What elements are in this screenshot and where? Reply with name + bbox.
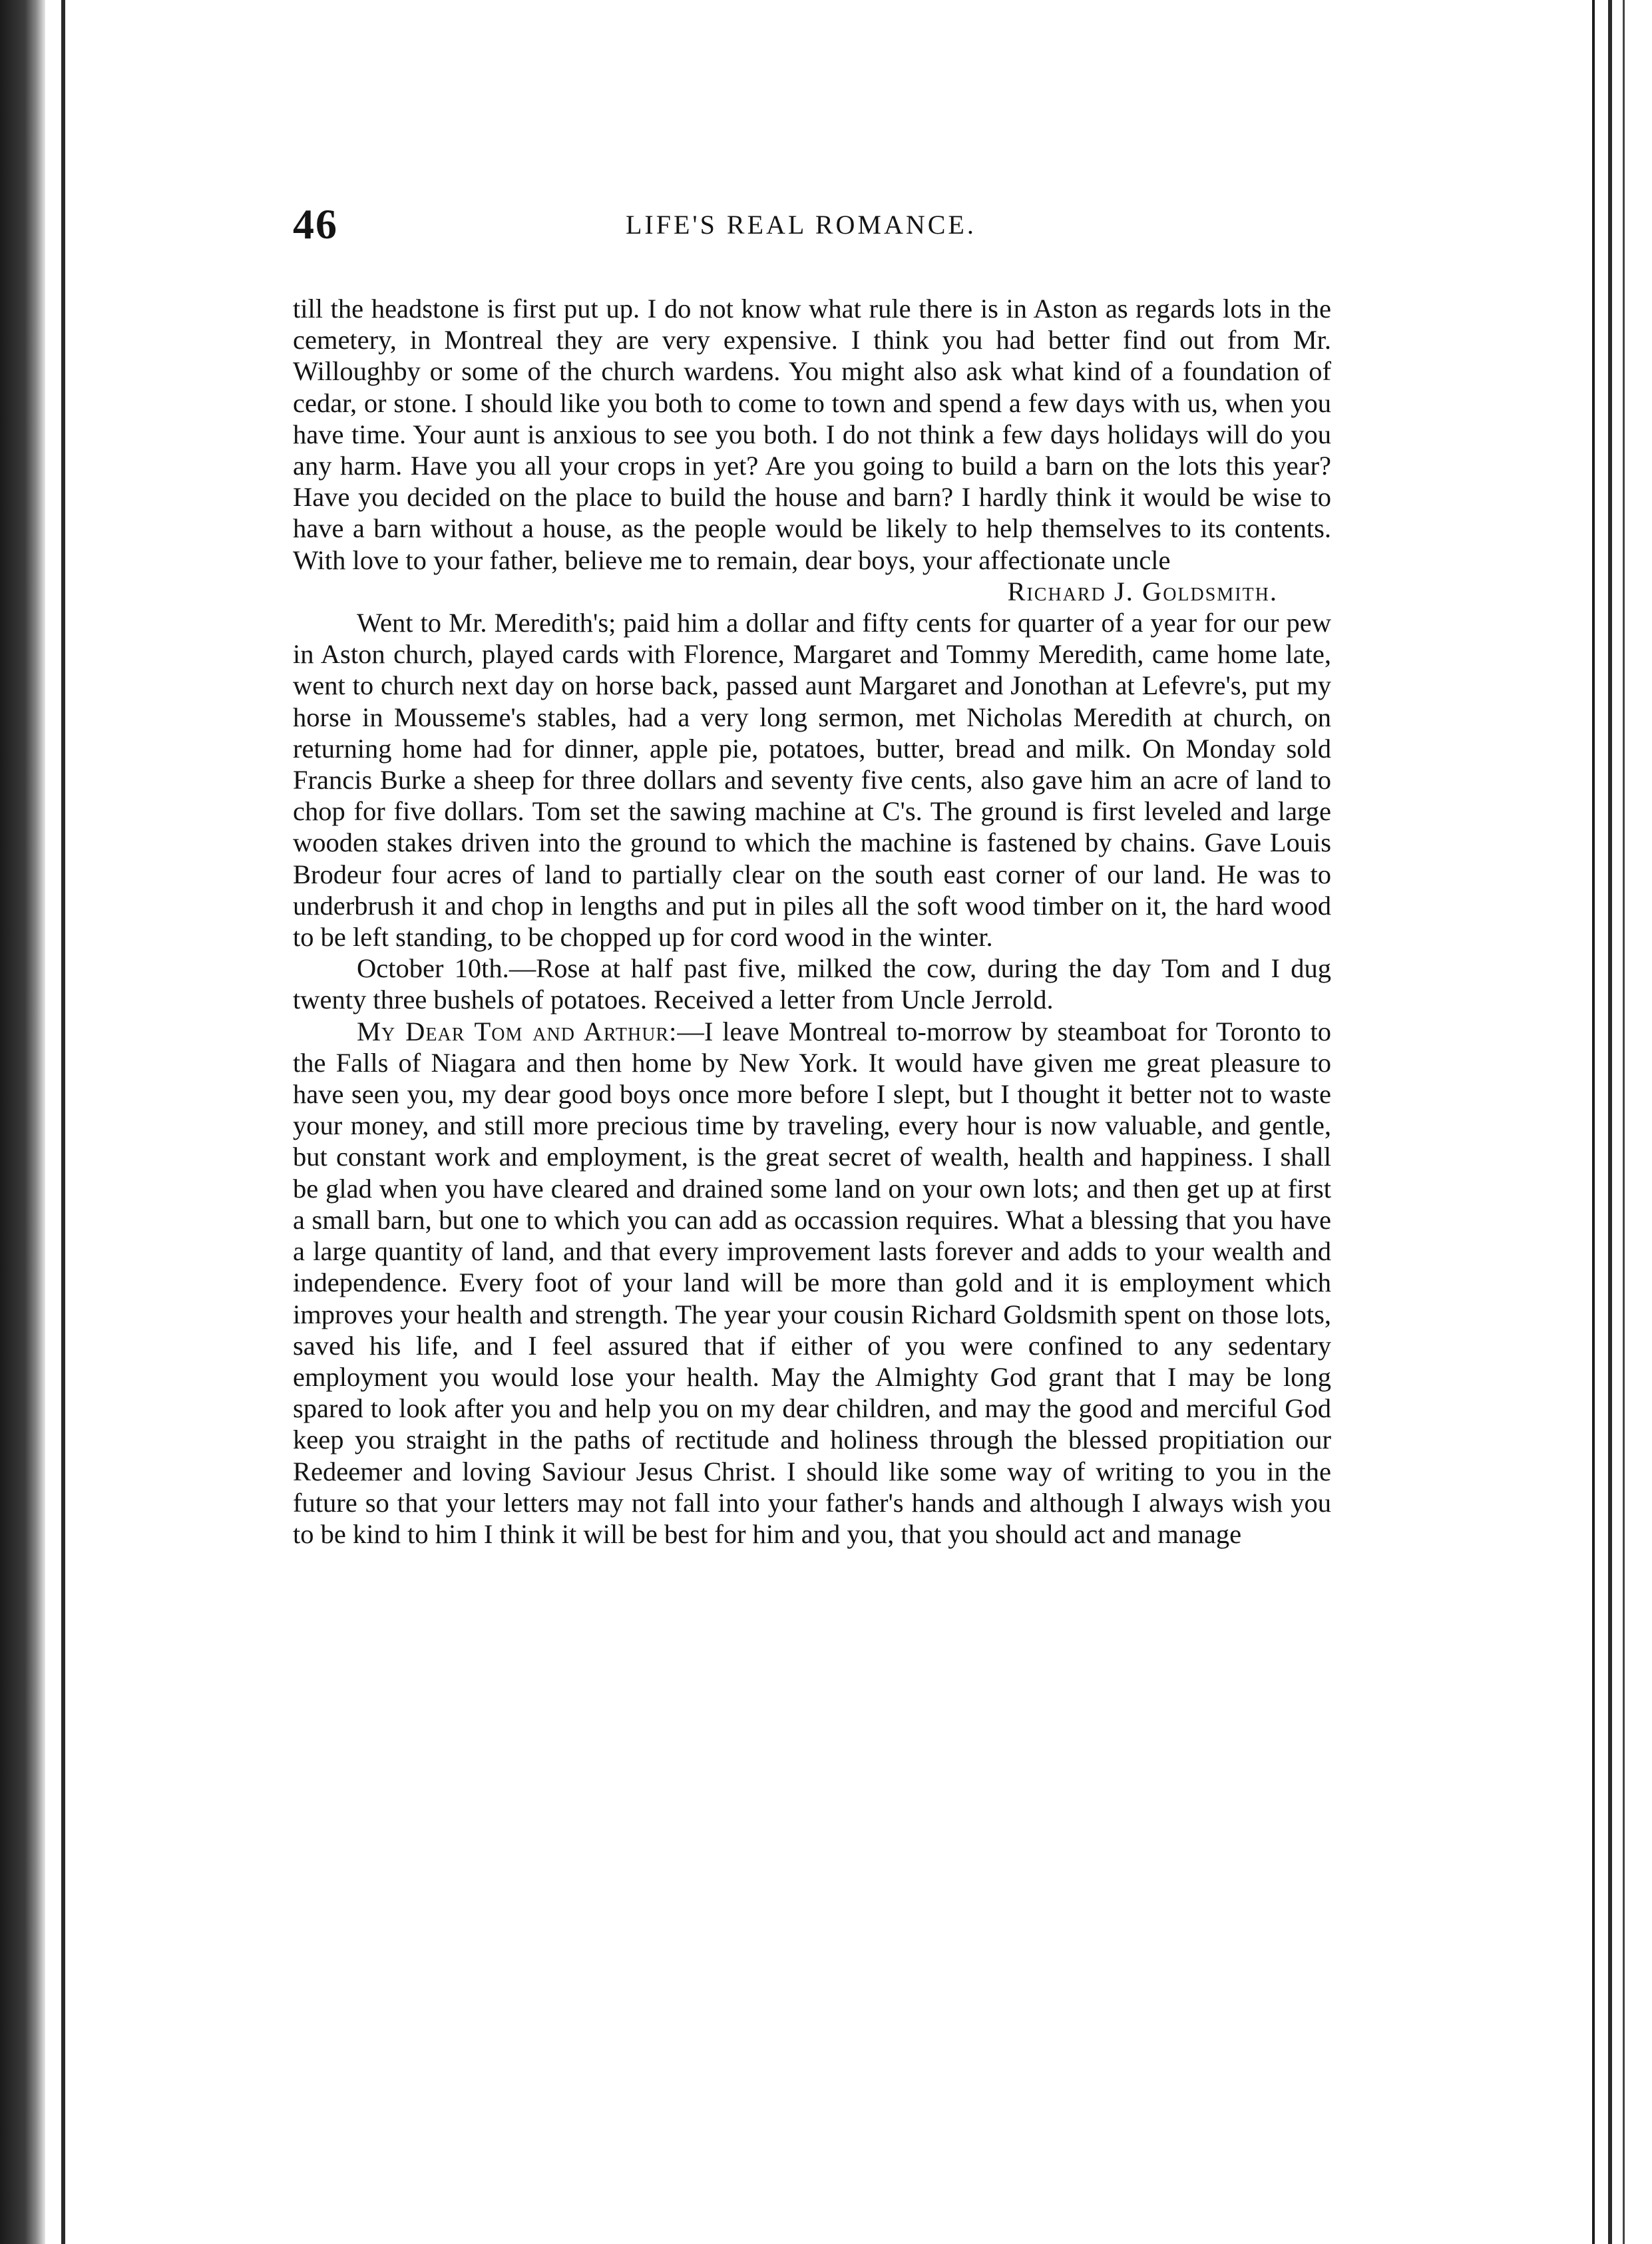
book-page — [293, 200, 1331, 1550]
scan-border-line — [61, 0, 65, 2244]
running-head — [293, 200, 1331, 253]
letter-text: —I leave Montreal to-morrow by steamboat for Toronto to the Falls of Niagara and then home by New York. It would have given me great pleasure to have seen you, my dear good boys once more before I slept, but I thought it better not to waste your money, and still more precious time by traveling, every hour is now valuable, and gentle, but constant work and employment, is the great secret of wealth, health and happiness. I shall be glad when you have cleared and drained some land on your own lots; and then get up at first a small barn, but one to which you can add as occassion requires. What a blessing that you have a large quantity of land, and that every improvement lasts forever and adds to your wealth and independence. Every foot of your land will be more than gold and it is employment which improves your health and strength. The year your cousin Richard Goldsmith spent on those lots, saved his life, and I feel assured that if either of you were confined to any sedentary employment you would lose your health. May the Almighty God grant that I may be long spared to look after you and help you on my dear children, and may the good and merciful God keep you straight in the paths of rectitude and holiness through the blessed propitiation our Redeemer and loving Saviour Jesus Christ. I should like some way of writing to you in the future so that your letters may not fall into your father's hands and although I always wish you to be kind to him I think it will be best for him and you, that you should act and manage — [293, 1016, 1331, 1549]
text-body — [293, 293, 1331, 1550]
page-number: 46 — [293, 200, 338, 248]
running-title: LIFE'S REAL ROMANCE. — [626, 210, 976, 240]
scan-gutter-line — [1592, 0, 1595, 2244]
scan-gutter-right — [1591, 0, 1652, 2244]
paragraph-diary: Went to Mr. Meredith's; paid him a dollar and fifty cents for quarter of a year for our pew in Aston church, played cards with Florence, Margaret and Tommy Meredith, came home late, went to church next day on horse back, passed aunt Margaret and Jonothan at Lefevre's, put my horse in Mousseme's stables, had a very long sermon, met Nicholas Meredith at church, on returning home had for dinner, apple pie, potatoes, butter, bread and milk. On Monday sold Francis Burke a sheep for three dollars and seventy five cents, also gave him an acre of land to chop for five dollars. Tom set the sawing machine at C's. The ground is first leveled and large wooden stakes driven into the ground to which the machine is fastened by chains. Gave Louis Brodeur four acres of land to partially clear on the south east corner of our land. He was to underbrush it and chop in lengths and put in piles all the soft wood timber on it, the hard wood to be left standing, to be chopped up for cord wood in the winter. — [293, 608, 1331, 953]
scan-gutter-line — [1608, 0, 1612, 2244]
signature: Richard J. Goldsmith. — [1007, 576, 1278, 606]
paragraph-letter — [293, 1016, 1331, 1550]
paragraph-letter-end: till the headstone is first put up. I do not know what rule there is in Aston as regards lots in the cemetery, in Montreal they are very expensive. I think you had better find out from Mr. Willoughby or some of the church wardens. You might also ask what kind of a foundation of cedar, or stone. I should like you both to come to town and spend a few days with us, when you have time. Your aunt is anxious to see you both. I do not think a few days holidays will do you any harm. Have you all your crops in yet? Are you going to build a barn on the lots this year? Have you decided on the place to build the house and barn? I hardly think it would be wise to have a barn without a house, as the people would be likely to help themselves to its contents. With love to your father, believe me to remain, dear boys, your affectionate uncle — [293, 294, 1331, 575]
salutation: My Dear Tom and Arthur: — [357, 1016, 678, 1046]
scan-border-left — [0, 0, 45, 2244]
paragraph-october: October 10th.—Rose at half past five, milked the cow, during the day Tom and I dug twenty three bushels of potatoes. Received a letter from Uncle Jerrold. — [293, 953, 1331, 1015]
scan-gutter-line — [1623, 0, 1625, 2244]
